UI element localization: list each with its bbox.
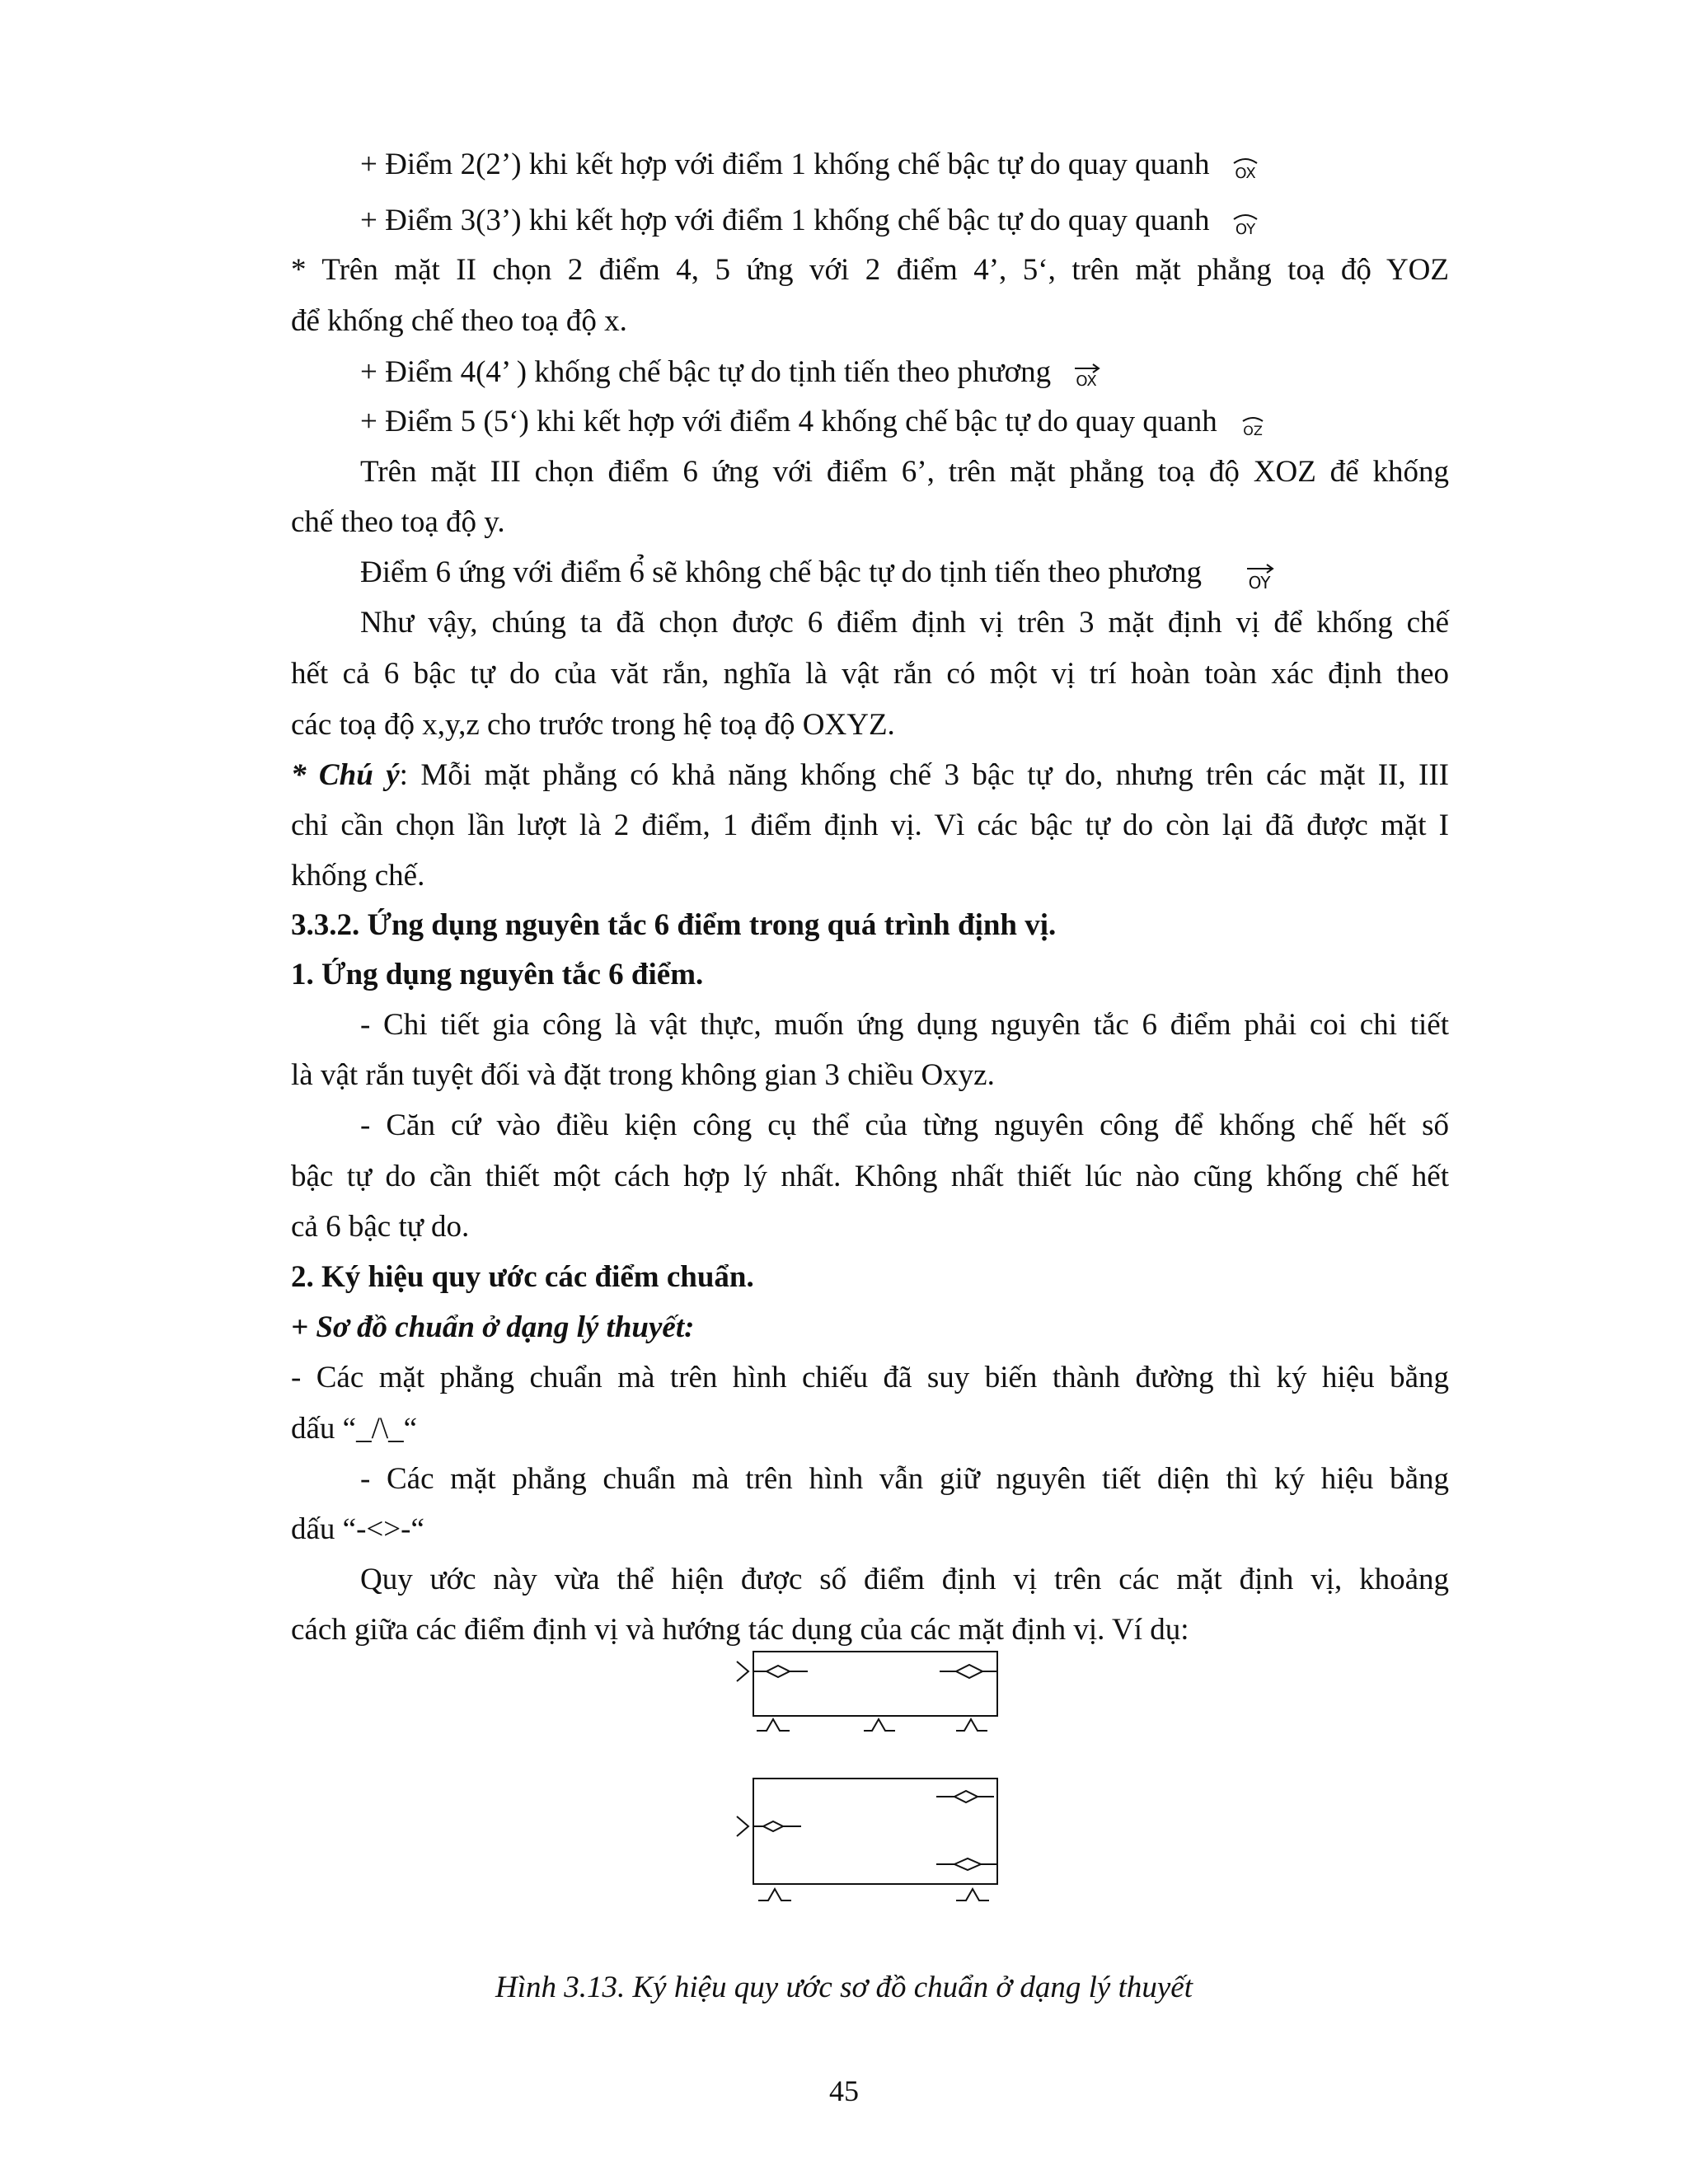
support-mark	[758, 1889, 791, 1900]
text-line	[360, 404, 1269, 440]
diamond-mark	[936, 1858, 997, 1870]
support-mark	[864, 1719, 895, 1731]
diamond-mark	[940, 1665, 997, 1678]
text-line: dấu “_/\_“	[291, 1412, 418, 1446]
datum-schematic-figure	[725, 1640, 1022, 1920]
page-number: 45	[829, 2074, 859, 2107]
support-mark	[956, 1889, 989, 1900]
support-mark	[757, 1719, 790, 1731]
text-span: Điểm 6 ứng với điểm 6̉ sẽ không chế bậc tự do tịnh tiến theo phương	[360, 555, 1203, 589]
vector-oy-icon	[1242, 557, 1278, 593]
text-line: bậc tự do cần thiết một cách hợp lý nhất. Không nhất thiết lúc nào cũng khống chế hết	[291, 1160, 1449, 1193]
workpiece-rect-top	[753, 1652, 997, 1716]
text-line: Trên mặt III chọn điểm 6 ứng với điểm 6’, trên mặt phẳng toạ độ XOZ để khống	[360, 455, 1449, 489]
text-line: các toạ độ x,y,z cho trước trong hệ toạ độ OXYZ.	[291, 708, 895, 742]
text-line: - Các mặt phẳng chuẩn mà trên hình chiếu đã suy biến thành đường thì ký hiệu bằng	[291, 1361, 1449, 1394]
rotation-oy-icon	[1229, 209, 1262, 237]
text-line: dấu “-<>-“	[291, 1512, 424, 1546]
text-line: Quy ước này vừa thể hiện được số điểm định vị trên các mặt định vị, khoảng	[360, 1563, 1449, 1596]
side-chevron-mark	[737, 1816, 748, 1836]
note-label: * Chú ý	[291, 758, 400, 792]
text-line: là vật rắn tuyệt đối và đặt trong không gian 3 chiều Oxyz.	[291, 1058, 995, 1092]
text-line: - Căn cứ vào điều kiện công cụ thể của từng nguyên công để khống chế hết số	[360, 1108, 1449, 1142]
symbol-label: OZ	[1243, 422, 1263, 438]
vector-ox-icon	[1070, 361, 1103, 389]
subsection-heading: 2. Ký hiệu quy ước các điểm chuẩn.	[291, 1260, 754, 1294]
text-span: + Điểm 4(4’ ) khống chế bậc tự do tịnh tiến theo phương	[360, 355, 1052, 389]
text-line	[360, 203, 1262, 239]
text-span: + Điểm 3(3’) khi kết hợp với điểm 1 khống chế bậc tự do quay quanh	[360, 204, 1210, 237]
sub-heading: + Sơ đồ chuẩn ở dạng lý thuyết:	[291, 1310, 695, 1344]
text-line	[360, 555, 1278, 593]
diamond-mark	[936, 1791, 994, 1802]
symbol-label: OY	[1235, 220, 1255, 237]
symbol-label: OX	[1076, 372, 1098, 389]
text-line: để khống chế theo toạ độ x.	[291, 304, 627, 338]
symbol-label: OX	[1235, 164, 1256, 181]
diamond-mark	[753, 1821, 801, 1831]
text-line: cả 6 bậc tự do.	[291, 1210, 470, 1244]
text-span: + Điểm 2(2’) khi kết hợp với điểm 1 khống chế bậc tự do quay quanh	[360, 148, 1210, 181]
text-line: cách giữa các điểm định vị và hướng tác dụng của các mặt định vị. Ví dụ:	[291, 1613, 1189, 1647]
subsection-heading: 1. Ứng dụng nguyên tắc 6 điểm.	[291, 958, 704, 991]
section-heading: 3.3.2. Ứng dụng nguyên tắc 6 điểm trong quá trình định vị.	[291, 908, 1057, 942]
text-line: hết cả 6 bậc tự do của văt rắn, nghĩa là vật rắn có một vị trí hoàn toàn xác định theo	[291, 657, 1449, 691]
text-line: chế theo toạ độ y.	[291, 505, 505, 539]
text-line	[360, 354, 1103, 391]
text-line	[360, 147, 1262, 183]
symbol-label: OY	[1248, 572, 1271, 593]
rotation-ox-icon	[1229, 153, 1262, 181]
diamond-mark	[753, 1666, 808, 1677]
support-mark	[956, 1719, 987, 1731]
text-line: Như vậy, chúng ta đã chọn được 6 điểm định vị trên 3 mặt định vị để khống chế	[360, 606, 1449, 640]
text-line: chỉ cần chọn lần lượt là 2 điểm, 1 điểm định vị. Vì các bậc tự do còn lại đã được mặt I	[291, 808, 1449, 842]
side-chevron-mark	[737, 1661, 748, 1681]
text-line: - Chi tiết gia công là vật thực, muốn ứng dụng nguyên tắc 6 điểm phải coi chi tiết	[360, 1008, 1449, 1042]
note-line	[291, 757, 1449, 794]
figure-caption: Hình 3.13. Ký hiệu quy ước sơ đồ chuẩn ở dạng lý thuyết	[495, 1971, 1193, 2004]
text-line: khống chế.	[291, 859, 425, 893]
text-line: * Trên mặt II chọn 2 điểm 4, 5 ứng với 2 điểm 4’, 5‘, trên mặt phẳng toạ độ YOZ	[291, 253, 1449, 287]
text-span: : Mỗi mặt phẳng có khả năng khống chế 3 bậc tự do, nhưng trên các mặt II, III	[399, 758, 1449, 792]
rotation-oz-icon	[1236, 410, 1269, 438]
text-span: + Điểm 5 (5‘) khi kết hợp với điểm 4 khống chế bậc tự do quay quanh	[360, 405, 1217, 438]
text-line: - Các mặt phẳng chuẩn mà trên hình vẫn giữ nguyên tiết diện thì ký hiệu bằng	[360, 1462, 1449, 1496]
